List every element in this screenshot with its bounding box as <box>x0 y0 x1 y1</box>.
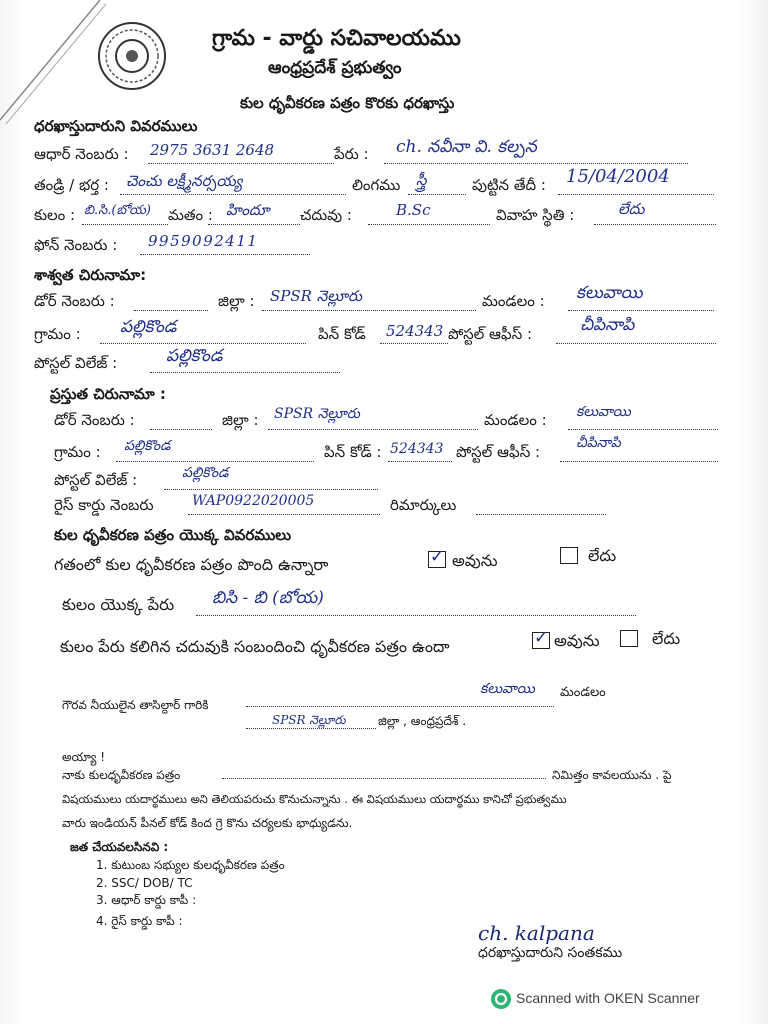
applicant-signature: ch. kalpana <box>478 921 595 945</box>
rice-card-line <box>188 514 380 515</box>
q2-yes-checkbox[interactable] <box>532 628 550 649</box>
aadhaar-label: ఆధార్ నెంబరు : <box>34 145 129 163</box>
gender-value: స్త్రీ <box>416 171 427 189</box>
q1-no-label: లేదు <box>588 546 617 565</box>
rice-card-value: WAP0922020005 <box>192 493 315 509</box>
phone-label: ఫోన్ నెంబరు : <box>34 236 118 254</box>
letter-purpose-line <box>222 778 546 779</box>
to-mandal-word: మండలం <box>560 685 606 700</box>
pres-po-label: పోస్టల్ ఆఫీస్ : <box>456 443 541 461</box>
pres-village-line <box>116 461 314 462</box>
father-value: చెంచు లక్ష్మీనర్సయ్య <box>126 172 243 190</box>
perm-po-value: చీపినాపి <box>580 315 635 335</box>
name-line <box>384 163 688 164</box>
religion-line <box>208 224 300 225</box>
phone-value: 9959092411 <box>148 232 259 250</box>
perm-pin-value: 524343 <box>386 322 444 340</box>
q1-yes-checkbox[interactable] <box>428 547 446 568</box>
gender-line <box>408 194 466 195</box>
perm-district-value: SPSR నెల్లూరు <box>270 287 362 305</box>
header-title: గ్రామ - వార్డు సచివాలయము <box>212 26 461 51</box>
perm-district-label: జిల్లా : <box>218 292 255 310</box>
letter-line1b: నిమిత్తం కావలయును . పై <box>552 768 672 782</box>
pres-village-value: పల్లికొండ <box>124 438 171 454</box>
attachment-item: 3. ఆధార్ కార్డు కాపీ : <box>96 893 197 907</box>
pres-mandal-value: కలువాయి <box>576 404 631 420</box>
q2-no-label: లేదు <box>652 629 681 648</box>
dob-line <box>558 194 714 195</box>
perm-village-label: గ్రామం : <box>34 325 81 343</box>
pres-po-value: చీపినాపి <box>576 435 621 451</box>
pres-po-line <box>560 461 718 462</box>
caste-line <box>82 224 168 225</box>
caste-value: బి.సి.(బోయ) <box>84 203 151 218</box>
dob-value: 15/04/2004 <box>566 166 670 187</box>
dob-label: పుట్టిన తేదీ : <box>472 176 546 194</box>
applicant-section-title: ధరఖాస్తుదారుని వివరములు <box>34 117 198 135</box>
caste-label: కులం : <box>34 206 76 224</box>
letter-salutation: అయ్యా ! <box>62 750 106 764</box>
pres-pv-label: పోస్టల్ విలేజ్ : <box>54 471 138 489</box>
pres-district-line <box>268 429 478 430</box>
perm-mandal-label: మండలం : <box>482 292 545 310</box>
perm-district-line <box>262 310 476 311</box>
religion-value: హిందూ <box>226 201 270 219</box>
q1-yes-label: అవును <box>452 551 498 570</box>
education-label: చదువు : <box>300 206 352 224</box>
name-value: ch. నవీనా వి. కల్పన <box>396 137 537 157</box>
to-mandal-value: కలువాయి <box>480 681 535 697</box>
perm-village-value: పల్లికొండ <box>120 317 177 337</box>
pres-pin-value: 524343 <box>390 441 444 457</box>
perm-pin-line <box>380 343 448 344</box>
oken-scanner-logo-icon <box>490 988 512 1010</box>
aadhaar-line <box>148 163 334 164</box>
remarks-line <box>476 514 606 515</box>
pres-district-label: జిల్లా : <box>222 411 259 429</box>
letter-line2: విషయములు యదార్థములు అని తెలియపరుచు కొనుచున్నాను . ఈ విషయములు యదార్థము కానిచో ప్రభుత్వము <box>62 792 567 806</box>
father-label: తండ్రి / భర్త : <box>34 176 109 194</box>
to-district-value: SPSR నెల్లూరు <box>272 713 346 727</box>
marital-label: వివాహ స్థితి : <box>496 206 575 224</box>
perm-po-label: పోస్టల్ ఆఫీస్ : <box>448 325 533 343</box>
marital-line <box>594 224 716 225</box>
header-subtitle: ఆంధ్రప్రదేశ్ ప్రభుత్వం <box>268 58 402 78</box>
form-title: కుల ధృవీకరణ పత్రం కొరకు ధరఖాస్తు <box>240 94 455 112</box>
to-mandal-line <box>246 706 554 707</box>
attachment-item: 1. కుటుంబ సభ్యుల కులధృవీకరణ పత్రం <box>96 858 285 872</box>
scanner-watermark: Scanned with OKEN Scanner <box>516 990 700 1006</box>
father-line <box>120 194 346 195</box>
letter-line3: వారు ఇండియన్ పీనల్ కోడ్ కింద గ్రె కొను చర్యలకు భాధ్యుడను. <box>62 816 353 830</box>
perm-door-label: డోర్ నెంబరు : <box>34 292 115 310</box>
perm-mandal-line <box>568 310 714 311</box>
remarks-label: రిమార్కులు <box>390 496 457 514</box>
q1-no-checkbox[interactable] <box>560 547 578 564</box>
signature-label: ధరఖాస్తుదారుని సంతకము <box>478 945 623 961</box>
checkmark-icon: ✓ <box>430 547 445 567</box>
pres-pin-line <box>388 461 452 462</box>
perm-mandal-value: కలువాయి <box>576 283 643 303</box>
permanent-section-title: శాశ్వత చిరునామా: <box>34 266 147 284</box>
perm-pv-value: పల్లికొండ <box>166 346 223 366</box>
q2-yes-label: అవును <box>554 631 600 650</box>
gender-label: లింగము <box>352 176 401 194</box>
pres-district-value: SPSR నెల్లూరు <box>274 406 360 422</box>
perm-pin-label: పిన్ కోడ్ <box>318 325 366 343</box>
pres-pv-line <box>164 489 378 490</box>
cert-section-title: కుల ధృవీకరణ పత్రం యొక్క వివరములు <box>54 526 292 544</box>
attachment-item: 4. రైస్ కార్డు కాపీ : <box>96 914 183 928</box>
perm-pv-label: పోస్టల్ విలేజ్ : <box>34 354 118 372</box>
checkmark-icon: ✓ <box>534 628 549 648</box>
caste-name-label: కులం యొక్క పేరు <box>62 595 175 614</box>
scan-corner-mark <box>0 0 110 130</box>
pres-pv-value: పల్లికొండ <box>182 465 229 481</box>
caste-name-value: బిసి - బి (బోయ) <box>212 588 324 608</box>
pres-pin-label: పిన్ కోడ్ : <box>324 443 382 461</box>
pres-mandal-line <box>568 429 718 430</box>
education-value: B.Sc <box>396 201 431 219</box>
to-district-suffix: జిల్లా , ఆంధ్రప్రదేశ్ . <box>378 714 467 728</box>
pres-door-label: డోర్ నెంబరు : <box>54 411 135 429</box>
aadhaar-value: 2975 3631 2648 <box>150 141 275 159</box>
letter-line1a: నాకు కులధృవీకరణ పత్రం <box>62 768 181 782</box>
perm-po-line <box>556 343 716 344</box>
pres-village-label: గ్రామం : <box>54 443 101 461</box>
pres-door-line <box>150 429 212 430</box>
education-line <box>368 224 490 225</box>
cert-q1: గతంలో కుల ధృవీకరణ పత్రం పొంది ఉన్నారా <box>54 555 329 574</box>
present-section-title: ప్రస్తుత చిరునామా : <box>50 385 166 403</box>
phone-line <box>140 254 310 255</box>
attachments-title: జత చేయవలసినవి : <box>70 840 169 854</box>
q2-no-checkbox[interactable] <box>620 630 638 647</box>
name-label: పేరు : <box>334 145 369 163</box>
perm-door-line <box>134 310 208 311</box>
perm-village-line <box>100 343 306 344</box>
to-tahsildar-label: గౌరవ నీయులైన తాసిల్దార్ గారికి <box>62 698 209 712</box>
attachment-item: 2. SSC/ DOB/ TC <box>96 876 193 890</box>
religion-label: మతం : <box>168 206 213 224</box>
marital-value: లేదు <box>618 200 645 218</box>
rice-card-label: రైస్ కార్డు నెంబరు <box>54 496 154 514</box>
cert-q2: కులం పేరు కలిగిన చదువుకి సంబందించి ధృవీకరణ పత్రం ఉందా <box>60 637 450 656</box>
pres-mandal-label: మండలం : <box>484 411 547 429</box>
perm-pv-line <box>150 372 340 373</box>
caste-name-line <box>196 615 636 616</box>
